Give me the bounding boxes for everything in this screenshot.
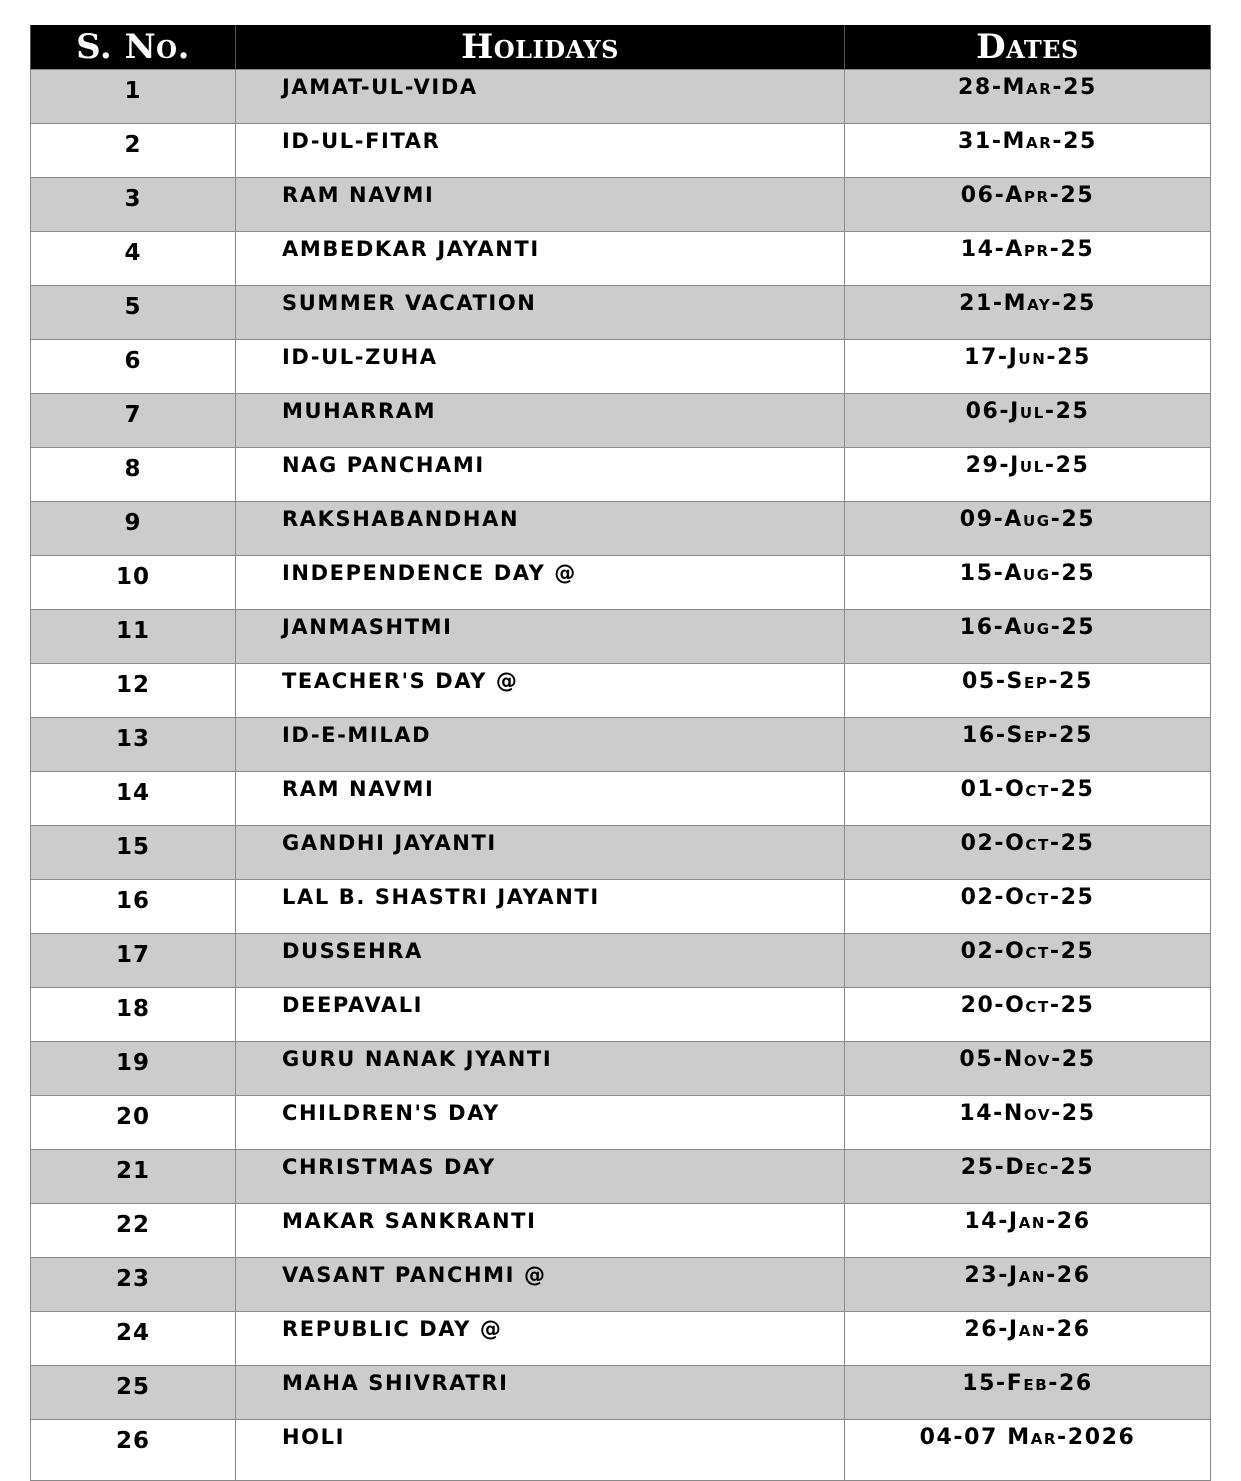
date-cell: 15-Feb-26: [845, 1366, 1211, 1420]
table-row: [31, 1420, 1211, 1481]
holiday-name-cell: GURU NANAK JYANTI: [236, 1042, 845, 1096]
table-row: [31, 1096, 1211, 1150]
date-cell: 01-Oct-25: [845, 772, 1211, 826]
date-cell: 09-Aug-25: [845, 502, 1211, 556]
holiday-name-cell: ID-UL-FITAR: [236, 124, 845, 178]
holiday-name-cell: SUMMER VACATION: [236, 286, 845, 340]
holiday-name-cell: HOLI: [236, 1420, 845, 1481]
date-cell: 14-Nov-25: [845, 1096, 1211, 1150]
sno-cell: 17: [31, 934, 236, 988]
sno-cell: 18: [31, 988, 236, 1042]
table-row: [31, 340, 1211, 394]
holiday-name-cell: MUHARRAM: [236, 394, 845, 448]
sno-cell: 2: [31, 124, 236, 178]
table-row: [31, 286, 1211, 340]
table-row: [31, 178, 1211, 232]
header-row: [31, 25, 1211, 70]
table-row: [31, 448, 1211, 502]
table-row: [31, 1312, 1211, 1366]
sno-cell: 6: [31, 340, 236, 394]
date-cell: 14-Jan-26: [845, 1204, 1211, 1258]
holiday-name-cell: REPUBLIC DAY @: [236, 1312, 845, 1366]
table-row: [31, 1042, 1211, 1096]
date-cell: 31-Mar-25: [845, 124, 1211, 178]
holiday-name-cell: RAM NAVMI: [236, 178, 845, 232]
table-row: [31, 934, 1211, 988]
holiday-name-cell: LAL B. SHASTRI JAYANTI: [236, 880, 845, 934]
header-dates: Dates: [845, 25, 1211, 70]
table-row: [31, 1204, 1211, 1258]
sno-cell: 25: [31, 1366, 236, 1420]
table-row: [31, 232, 1211, 286]
holiday-name-cell: MAHA SHIVRATRI: [236, 1366, 845, 1420]
table-row: [31, 394, 1211, 448]
date-cell: 14-Apr-25: [845, 232, 1211, 286]
holiday-name-cell: VASANT PANCHMI @: [236, 1258, 845, 1312]
sno-cell: 23: [31, 1258, 236, 1312]
holiday-name-cell: CHRISTMAS DAY: [236, 1150, 845, 1204]
table-row: [31, 124, 1211, 178]
table-row: [31, 610, 1211, 664]
holiday-name-cell: RAM NAVMI: [236, 772, 845, 826]
sno-cell: 11: [31, 610, 236, 664]
sno-cell: 22: [31, 1204, 236, 1258]
date-cell: 16-Sep-25: [845, 718, 1211, 772]
table-row: [31, 1150, 1211, 1204]
date-cell: 06-Apr-25: [845, 178, 1211, 232]
table-row: [31, 880, 1211, 934]
sno-cell: 4: [31, 232, 236, 286]
sno-cell: 14: [31, 772, 236, 826]
table-row: [31, 826, 1211, 880]
date-cell: 02-Oct-25: [845, 826, 1211, 880]
holiday-name-cell: MAKAR SANKRANTI: [236, 1204, 845, 1258]
sno-cell: 12: [31, 664, 236, 718]
sno-cell: 19: [31, 1042, 236, 1096]
header-sno: S. No.: [31, 25, 236, 70]
sno-cell: 5: [31, 286, 236, 340]
holiday-name-cell: NAG PANCHAMI: [236, 448, 845, 502]
date-cell: 16-Aug-25: [845, 610, 1211, 664]
table-row: [31, 772, 1211, 826]
table-row: [31, 664, 1211, 718]
date-cell: 15-Aug-25: [845, 556, 1211, 610]
date-cell: 05-Nov-25: [845, 1042, 1211, 1096]
table-row: [31, 1366, 1211, 1420]
sno-cell: 3: [31, 178, 236, 232]
date-cell: 05-Sep-25: [845, 664, 1211, 718]
sno-cell: 9: [31, 502, 236, 556]
holiday-name-cell: ID-E-MILAD: [236, 718, 845, 772]
sno-cell: 21: [31, 1150, 236, 1204]
date-cell: 17-Jun-25: [845, 340, 1211, 394]
table-row: [31, 556, 1211, 610]
sno-cell: 1: [31, 70, 236, 124]
table-row: [31, 988, 1211, 1042]
sno-cell: 20: [31, 1096, 236, 1150]
sno-cell: 24: [31, 1312, 236, 1366]
table-body: [31, 70, 1211, 1481]
sno-cell: 26: [31, 1420, 236, 1481]
holiday-name-cell: GANDHI JAYANTI: [236, 826, 845, 880]
table-row: [31, 1258, 1211, 1312]
date-cell: 25-Dec-25: [845, 1150, 1211, 1204]
holiday-name-cell: DEEPAVALI: [236, 988, 845, 1042]
table-row: [31, 718, 1211, 772]
sno-cell: 13: [31, 718, 236, 772]
holiday-name-cell: DUSSEHRA: [236, 934, 845, 988]
header-holidays: Holidays: [236, 25, 845, 70]
date-cell: 06-Jul-25: [845, 394, 1211, 448]
holiday-name-cell: CHILDREN'S DAY: [236, 1096, 845, 1150]
date-cell: 29-Jul-25: [845, 448, 1211, 502]
date-cell: 26-Jan-26: [845, 1312, 1211, 1366]
date-cell: 21-May-25: [845, 286, 1211, 340]
sno-cell: 15: [31, 826, 236, 880]
holiday-name-cell: AMBEDKAR JAYANTI: [236, 232, 845, 286]
holiday-name-cell: JAMAT-UL-VIDA: [236, 70, 845, 124]
sno-cell: 10: [31, 556, 236, 610]
date-cell: 23-Jan-26: [845, 1258, 1211, 1312]
holiday-name-cell: RAKSHABANDHAN: [236, 502, 845, 556]
date-cell: 02-Oct-25: [845, 934, 1211, 988]
holiday-name-cell: TEACHER'S DAY @: [236, 664, 845, 718]
sno-cell: 8: [31, 448, 236, 502]
table-header: [31, 25, 1211, 70]
holiday-name-cell: INDEPENDENCE DAY @: [236, 556, 845, 610]
date-cell: 04-07 Mar-2026: [845, 1420, 1211, 1481]
date-cell: 28-Mar-25: [845, 70, 1211, 124]
holiday-name-cell: JANMASHTMI: [236, 610, 845, 664]
table-row: [31, 70, 1211, 124]
sno-cell: 16: [31, 880, 236, 934]
date-cell: 20-Oct-25: [845, 988, 1211, 1042]
sno-cell: 7: [31, 394, 236, 448]
holiday-table: [30, 25, 1211, 1481]
holiday-name-cell: ID-UL-ZUHA: [236, 340, 845, 394]
table-row: [31, 502, 1211, 556]
date-cell: 02-Oct-25: [845, 880, 1211, 934]
